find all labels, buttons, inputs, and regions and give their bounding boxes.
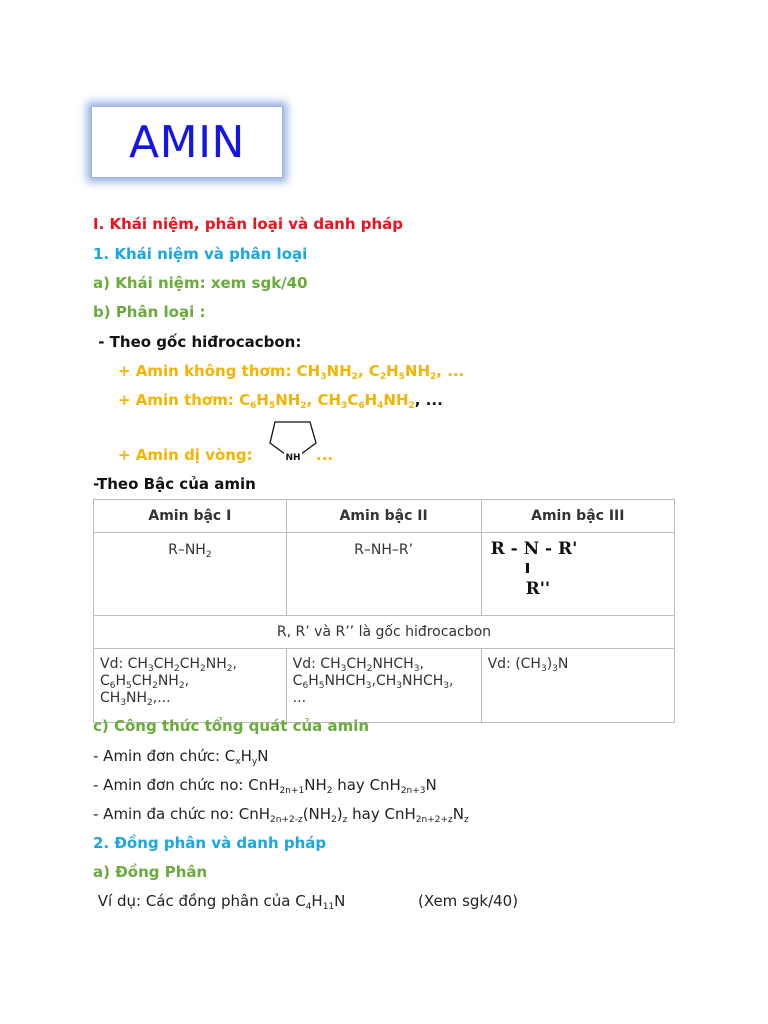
- formula-don-chuc: - Amin đơn chức: $C_xH_yN$: [93, 747, 269, 767]
- section-heading: I. Khái niệm, phân loại và danh pháp: [93, 215, 404, 233]
- theo-bac-heading: -Theo Bậc của amin: [93, 475, 256, 493]
- bond-line: [526, 563, 529, 573]
- vd-bac-1: Vd: $CH_3CH_2CH_2NH_2$, $C_6H_5CH_2NH_2$, $CH_3NH_2$,...: [94, 649, 287, 723]
- amin-di-vong-label: + Amin dị vòng:: [118, 446, 253, 464]
- amin-khong-thom: + Amin không thơm: $CH_3NH_2$, $C_2H_5NH_2$, ...: [118, 362, 465, 382]
- header-bac-3: Amin bậc III: [481, 500, 674, 533]
- amin-classification-table: [93, 499, 675, 723]
- formula-bac-2: R–NH–R’: [286, 533, 481, 616]
- formula-bac-3: [481, 533, 674, 616]
- subsection-heading: 1. Khái niệm và phân loại: [93, 245, 308, 263]
- header-bac-2: Amin bậc II: [286, 500, 481, 533]
- table-header-row: [94, 500, 675, 533]
- table-row: [94, 649, 675, 723]
- ring-nh-label: NH: [285, 453, 301, 463]
- formula-bac-3-bottom: R'': [525, 579, 551, 599]
- title-box: [91, 106, 283, 178]
- pyrrolidine-ring-icon: [266, 414, 320, 464]
- formula-don-chuc-no: - Amin đơn chức no: $CnH_{2n+1}NH_2$ hay CnH$_{2n+3}$N: [93, 776, 437, 796]
- amin-thom: + Amin thơm: $C_6H_5NH_2$, $CH_3C_6H_4NH_2$, ...: [118, 391, 443, 411]
- vd-bac-2: Vd: $CH_3CH_2NHCH_3$, $C_6H_5NHCH_3,CH_3NHCH_3$, ...: [286, 649, 481, 723]
- formula-bac-1: $R-NH_2$: [94, 533, 287, 616]
- item-khai-niem: a) Khái niệm: xem sgk/40: [93, 274, 308, 292]
- item-cong-thuc: c) Công thức tổng quát của amin: [93, 717, 370, 735]
- table-row: [94, 533, 675, 616]
- formula-bac-3-top: R - N - R': [490, 539, 578, 559]
- vi-du-line: Ví dụ: Các đồng phân của $C_4H_{11}N$: [93, 892, 346, 912]
- formula-da-chuc-no: - Amin đa chức no: $CnH_{2n+2-z}(NH_2)_z$ hay $CnH_{2n+2+z}N_z$: [93, 805, 469, 825]
- vd-bac-3: Vd: $(CH_3)_3N$: [481, 649, 674, 723]
- sgk-reference: (Xem sgk/40): [418, 892, 519, 910]
- item-phan-loai: b) Phân loại :: [93, 303, 206, 321]
- amin-di-vong-tail: ...: [316, 446, 334, 464]
- page-title: AMIN: [129, 116, 245, 168]
- merged-note: R, R’ và R’’ là gốc hiđrocacbon: [94, 616, 675, 649]
- header-bac-1: Amin bậc I: [94, 500, 287, 533]
- table-row: [94, 616, 675, 649]
- theo-goc-heading: - Theo gốc hiđrocacbon:: [93, 333, 302, 351]
- subsection-dong-phan: 2. Đồng phân và danh pháp: [93, 834, 327, 852]
- item-dong-phan: a) Đồng Phân: [93, 863, 208, 881]
